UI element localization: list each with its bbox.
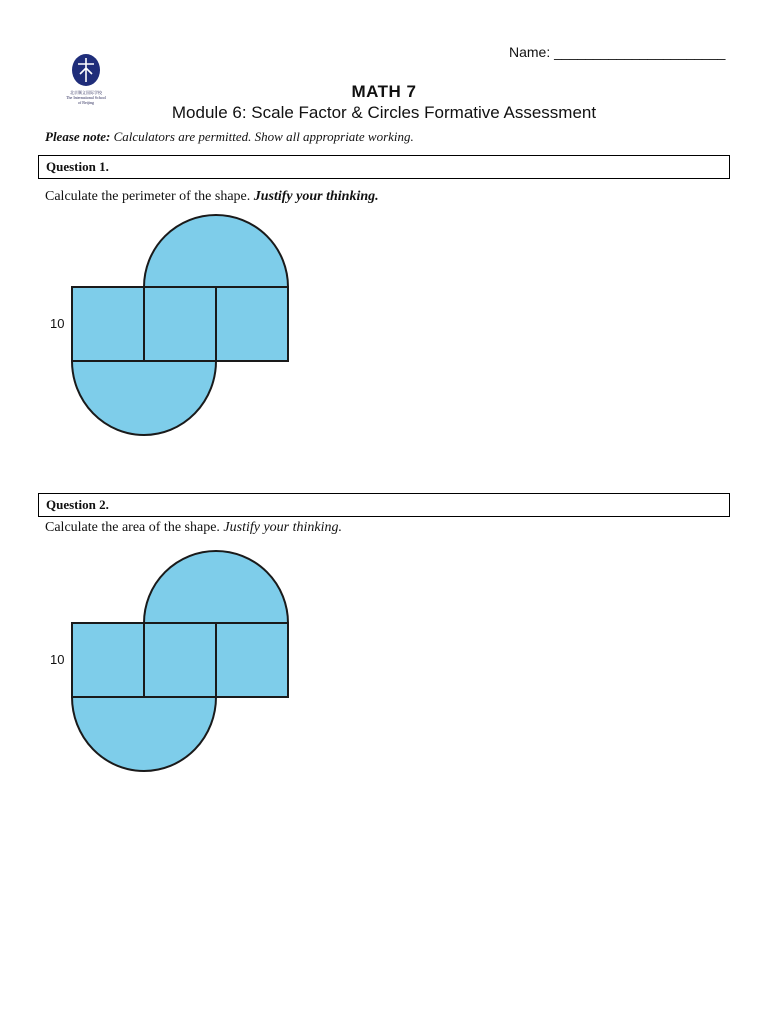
instructions-note	[45, 129, 414, 145]
rectangle-row	[72, 287, 288, 361]
composite-shape-diagram	[70, 548, 292, 774]
note-text: Calculators are permitted. Show all appropriate working.	[113, 129, 414, 144]
question-2-prompt	[45, 520, 342, 536]
question-1-heading: Question 1.	[38, 155, 730, 179]
school-name-english: The International School	[66, 95, 106, 100]
page-subtitle: Module 6: Scale Factor & Circles Formative Assessment	[171, 103, 597, 122]
question-2-prompt-text: Calculate the area of the shape.	[45, 520, 220, 535]
bottom-semicircle	[72, 697, 216, 771]
bottom-semicircle	[72, 361, 216, 435]
rectangle-row	[72, 623, 288, 697]
question-2-dimension-label: 10	[50, 652, 65, 667]
name-field-label: Name: ______________________	[509, 44, 726, 60]
note-label: Please note:	[45, 129, 111, 144]
question-1-shape-figure	[70, 212, 292, 438]
question-2-shape-figure	[70, 548, 292, 774]
question-1-dimension-label: 10	[50, 316, 65, 331]
page-title: MATH 7	[351, 82, 417, 101]
question-1-prompt-text: Calculate the perimeter of the shape.	[45, 189, 251, 204]
composite-shape-diagram	[70, 212, 292, 438]
top-semicircle	[144, 215, 288, 287]
question-2-heading: Question 2.	[38, 493, 730, 517]
question-1-emphasis: Justify your thinking.	[253, 189, 379, 204]
top-semicircle	[144, 551, 288, 623]
question-2-emphasis: Justify your thinking.	[223, 520, 343, 535]
school-name-chinese: 北京顺义国际学校	[70, 90, 102, 95]
school-name-location: of Beijing	[77, 100, 95, 105]
question-1-prompt	[45, 189, 379, 205]
